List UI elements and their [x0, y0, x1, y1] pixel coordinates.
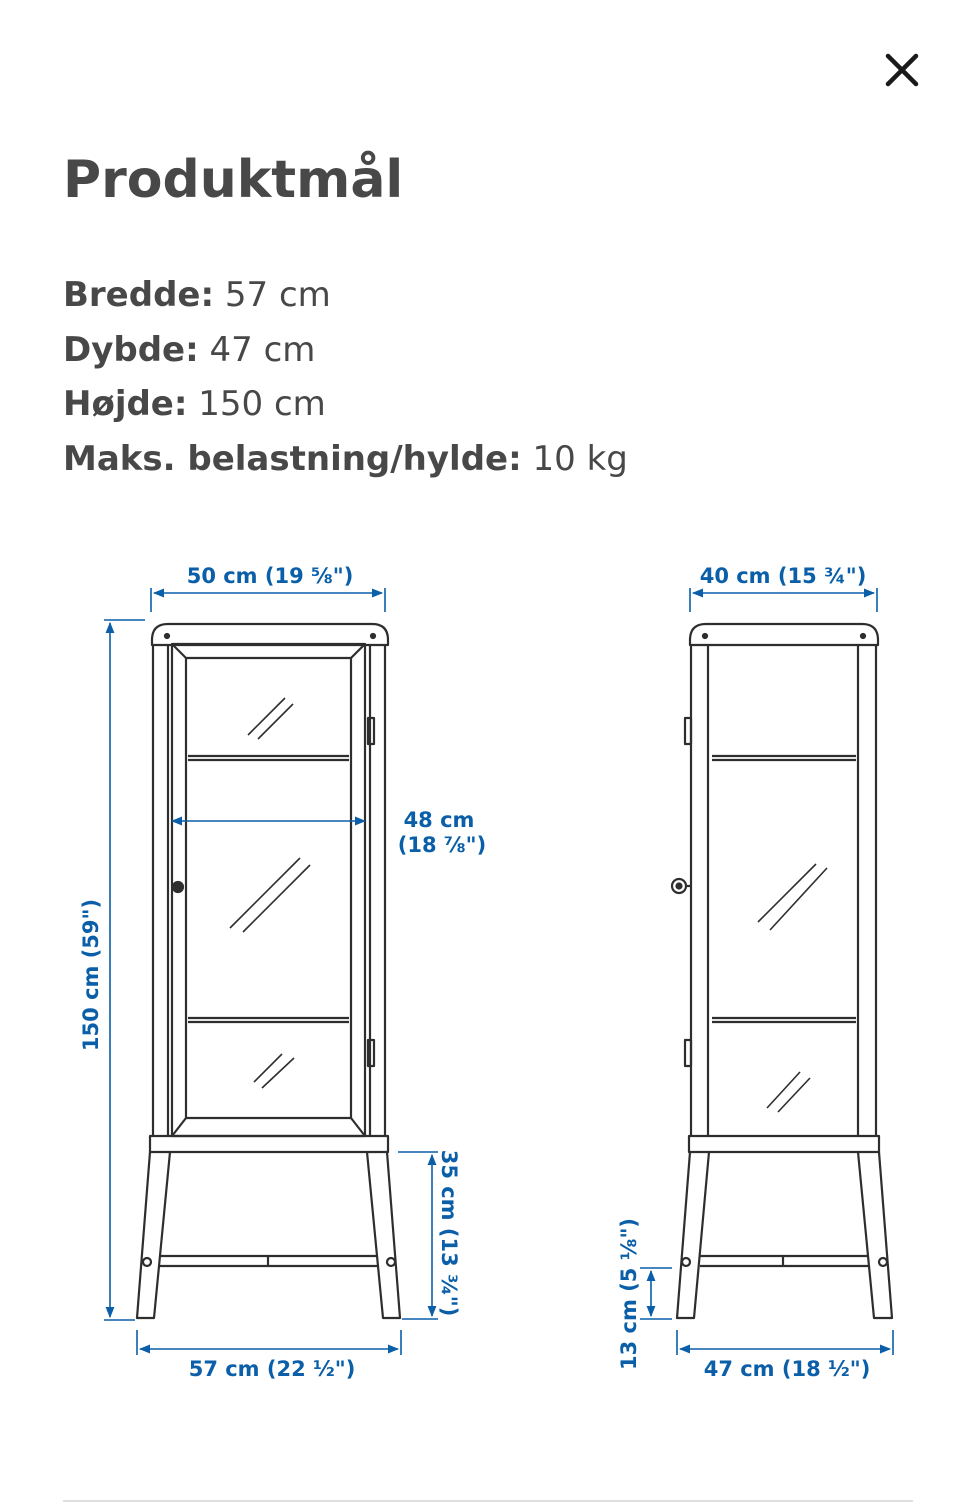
dimension-lines	[104, 588, 893, 1355]
dim-inner-width-line1: 48 cm	[403, 808, 475, 832]
dimension-drawing	[60, 530, 920, 1410]
dim-front-top-width: 50 cm (19 ⅝")	[186, 564, 354, 588]
spec-value: 57 cm	[224, 275, 331, 315]
front-view	[137, 624, 400, 1318]
spec-label: Bredde:	[63, 275, 215, 315]
divider	[63, 1500, 913, 1502]
side-view	[672, 624, 892, 1318]
dimension-labels	[79, 564, 870, 1381]
spec-label: Højde:	[63, 384, 188, 424]
spec-height	[63, 377, 628, 432]
dialog-title: Produktmål	[63, 150, 404, 210]
dim-stretcher-height: 13 cm (5 ⅛")	[617, 1218, 641, 1370]
close-button[interactable]	[872, 40, 932, 100]
dim-leg-height: 35 cm (13 ¾")	[437, 1149, 461, 1317]
spec-depth	[63, 323, 628, 378]
spec-max-load	[63, 432, 628, 487]
dim-side-base-depth: 47 cm (18 ½")	[703, 1357, 871, 1381]
dim-inner-width-line2: (18 ⅞")	[397, 833, 487, 857]
cabinet-illustration	[60, 530, 920, 1410]
spec-width	[63, 268, 628, 323]
spec-label: Dybde:	[63, 329, 199, 370]
spec-list	[63, 268, 628, 486]
dim-front-base-width: 57 cm (22 ½")	[188, 1357, 356, 1381]
dim-side-top-depth: 40 cm (15 ¾")	[699, 564, 867, 588]
spec-label: Maks. belastning/hylde:	[63, 438, 522, 479]
close-icon	[872, 40, 932, 100]
spec-value: 47 cm	[209, 329, 316, 370]
spec-value: 150 cm	[198, 384, 326, 424]
spec-value: 10 kg	[532, 438, 628, 479]
dim-front-height: 150 cm (59")	[79, 898, 103, 1052]
